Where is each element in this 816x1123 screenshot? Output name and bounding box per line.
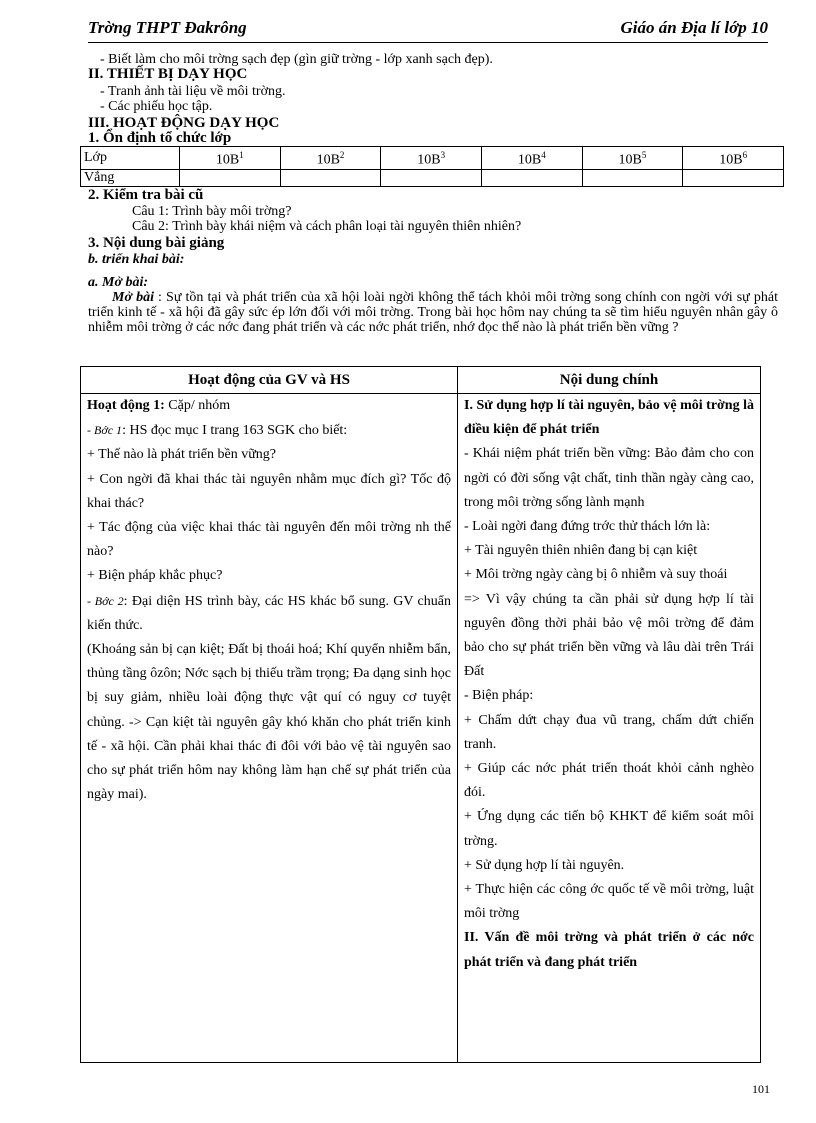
right-item: - Biện pháp: (464, 688, 534, 704)
right-item: + Sử dụng hợp lí tài nguyên. (464, 857, 625, 873)
step1: - Bớc 1: HS đọc mục I trang 163 SGK cho biết: (87, 423, 348, 439)
right-section1-title: I. Sử dụng hợp lí tài nguyên, bảo vệ môi trờng là điều kiện để phát triển (464, 398, 754, 438)
right-item: - Khái niệm phát triển bền vững: Bảo đảm cho con ngời có đời sống vật chất, tinh thần ngày càng cao, trong môi trờng sống lành mạnh (464, 446, 754, 510)
step2-detail: (Khoáng sản bị cạn kiệt; Đất bị thoái hoá; Khí quyển nhiễm bẩn, thủng tầng ôzôn; Nớc sạch bị thiếu trầm trọng; Đa dạng sinh học bị suy giảm, nhiều loài động thực vật quí có nguy cơ tuyệt chủng. -> Cạn kiệt tài nguyên gây khó khăn cho phát triển kinh tế - xã hội. Cần phải khai thác đi đôi với bảo vệ tài nguyên sao cho sự phát triển hôm nay không làm hạn chế sự phát triển của ngày mai). (87, 642, 451, 803)
class-cell: $10B^6$ (683, 147, 784, 170)
step1-item: + Biện pháp khắc phục? (87, 568, 223, 584)
absent-cell (683, 169, 784, 186)
absent-cell (481, 169, 582, 186)
absent-cell (280, 169, 381, 186)
right-item: + Tài nguyên thiên nhiên đang bị cạn kiệt (464, 543, 698, 559)
equipment-item-1: - Tranh ảnh tài liệu về môi trờng. (100, 84, 286, 99)
step1-item: + Tác động của việc khai thác tài nguyên đến môi trờng nh thế nào? (87, 520, 451, 560)
step2: - Bớc 2: Đại diện HS trình bày, các HS khác bổ sung. GV chuẩn kiến thức. (87, 593, 451, 633)
absent-cell (381, 169, 482, 186)
class-attendance-table (80, 146, 784, 187)
subject-title: Giáo án Địa lí lớp 10 (620, 18, 768, 37)
step1-item: + Con ngời đã khai thác tài nguyên nhằm mục đích gì? Tốc độ khai thác? (87, 471, 451, 511)
class-cell: $10B^1$ (180, 147, 281, 170)
check-title: 2. Kiểm tra bài cũ (88, 187, 204, 203)
section3-title: III. HOẠT ĐỘNG DẠY HỌC (88, 115, 280, 131)
school-name: Trờng THPT Đakrông (88, 18, 247, 37)
section2-title: II. THIẾT BỊ DẠY HỌC (88, 66, 248, 82)
class-row (81, 147, 784, 170)
lesson-table-body (81, 394, 761, 1063)
right-item: + Môi trờng ngày càng bị ô nhiễm và suy thoái (464, 567, 728, 583)
class-cell: $10B^4$ (481, 147, 582, 170)
right-item: => Vì vậy chúng ta cần phải sử dụng hợp lí tài nguyên đồng thời phải bảo vệ môi trờng để đảm bảo cho sự phát triển bền vững và lâu dài trên Trái Đất (464, 591, 754, 680)
content-cell (458, 394, 761, 1063)
row-label-vang: Vắng (81, 169, 180, 186)
activities-cell (81, 394, 458, 1063)
page-number: 101 (752, 1082, 770, 1096)
check-question-2: Câu 2: Trình bày khái niệm và cách phân loại tài nguyên thiên nhiên? (132, 219, 522, 234)
content-title: 3. Nội dung bài giảng (88, 235, 225, 251)
b-title: b. triển khai bài: (88, 252, 185, 267)
absent-cell (582, 169, 683, 186)
lesson-table (80, 366, 761, 1063)
equipment-item-2: - Các phiếu học tập. (100, 99, 213, 114)
class-cell: $10B^3$ (381, 147, 482, 170)
row-label-lop: Lớp (81, 147, 180, 170)
activity-heading: Hoạt động 1: Cặp/ nhóm (87, 398, 231, 413)
right-item: + Thực hiện các công ớc quốc tế về môi trờng, luật môi trờng (464, 882, 754, 922)
col-header-activities: Hoạt động của GV và HS (81, 367, 458, 394)
class-cell: $10B^2$ (280, 147, 381, 170)
intro-label: Mở bài (112, 290, 154, 305)
page-header (88, 18, 768, 43)
a-title: a. Mở bài: (88, 275, 149, 290)
lesson-table-header (81, 367, 761, 394)
check-question-1: Câu 1: Trình bày môi trờng? (132, 204, 292, 219)
col-header-content: Nội dung chính (458, 367, 761, 394)
sub1-title: 1. Ổn định tổ chức lớp (88, 130, 232, 146)
absent-cell (180, 169, 281, 186)
goal-line: - Biết làm cho môi trờng sạch đẹp (gìn giữ trờng - lớp xanh sạch đẹp). (100, 52, 493, 67)
step1-item: + Thế nào là phát triển bền vững? (87, 447, 276, 463)
absent-row (81, 169, 784, 186)
intro-paragraph (88, 290, 778, 335)
right-item: - Loài ngời đang đứng trớc thử thách lớn là: (464, 519, 711, 535)
right-item: + Giúp các nớc phát triển thoát khỏi cảnh nghèo đói. (464, 761, 754, 801)
right-item: + Chấm dứt chạy đua vũ trang, chấm dứt chiến tranh. (464, 712, 754, 752)
right-section2-title: II. Vấn đề môi trờng và phát triển ở các nớc phát triển và đang phát triển (464, 930, 754, 970)
right-item: + Ứng dụng các tiến bộ KHKT để kiểm soát môi trờng. (464, 809, 754, 849)
intro-text: : Sự tồn tại và phát triển của xã hội loài ngời không thể tách khỏi môi trờng song chính con ngời với sự phát triển kinh tế - xã hội đã gây sức ép lớn đối với môi trờng. Trong bài học hôm nay chúng ta sẽ tìm hiểu nguyên nhân gây ô nhiễm môi trờng ở các nớc đang phát triển và các nớc phát triển, nhớ đọc thế nào là phát triển bền vững ? (88, 290, 778, 335)
class-cell: $10B^5$ (582, 147, 683, 170)
